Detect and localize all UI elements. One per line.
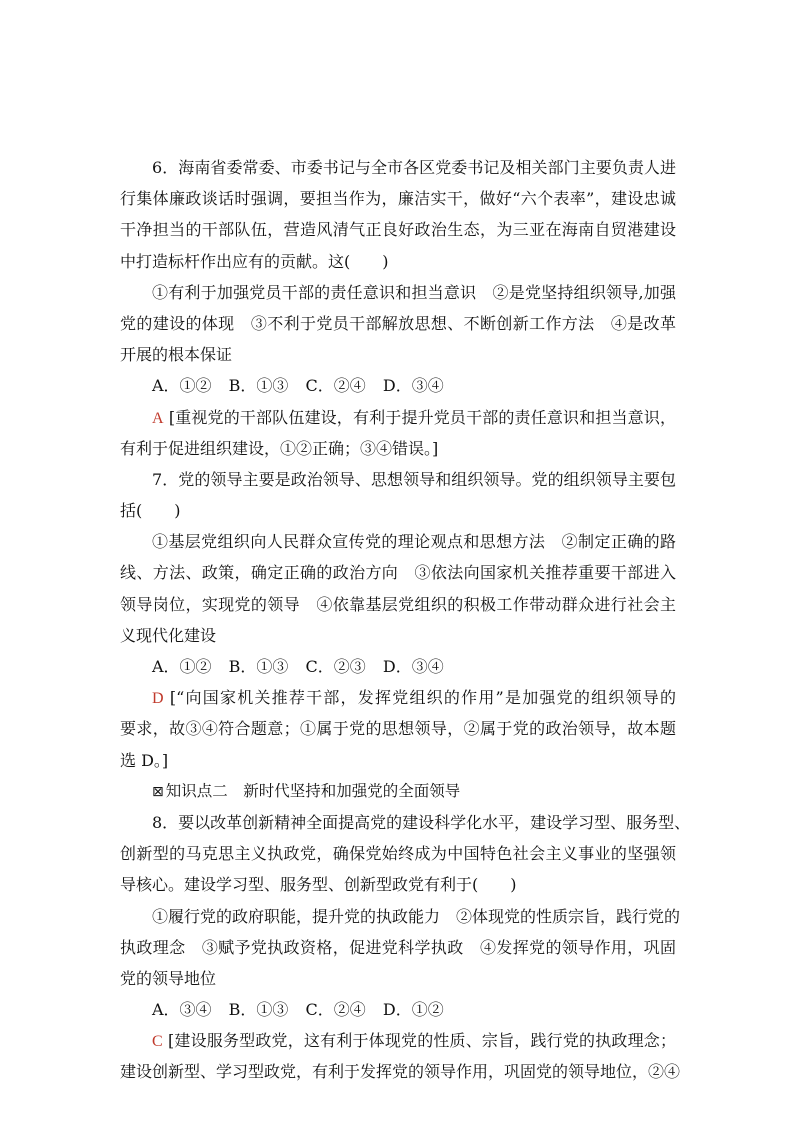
question-stem-line: 创新型的马克思主义执政党，确保党始终成为中国特色社会主义事业的坚强领	[120, 844, 676, 864]
explanation-text: [“向国家机关推荐干部，发挥党组织的作用”是加强党的组织领导的	[169, 688, 676, 708]
option-c: C．②③	[305, 657, 366, 676]
statement-line: 开展的根本保证	[120, 345, 233, 365]
explanation-line: 要求，故③④符合题意；①属于党的思想领导，②属于党的政治领导，故本题	[120, 719, 676, 739]
document-content	[120, 152, 691, 1088]
explanation-line	[120, 682, 676, 713]
option-c: C．②④	[305, 376, 366, 396]
explanation-text: [重视党的干部队伍建设，有利于提升党员干部的责任意识和担当意识，	[168, 407, 676, 427]
option-a: A．①②	[152, 376, 212, 396]
statement-line: 线、方法、政策，确定正确的政治方向 ③依法向国家机关推荐重要干部进入	[120, 563, 676, 583]
explanation-line: 选 D。]	[120, 750, 169, 770]
answer-options	[120, 370, 676, 401]
statement-line: ①基层党组织向人民群众宣传党的理论观点和思想方法 ②制定正确的路	[152, 532, 676, 552]
option-a: A．①②	[152, 657, 212, 676]
answer-letter: C	[152, 1033, 163, 1051]
question-stem-line: 干净担当的干部队伍，营造风清气正良好政治生态，为三亚在海南自贸港建设	[120, 220, 676, 240]
section-heading	[120, 776, 676, 807]
question-stem-line: 导核心。建设学习型、服务型、创新型政党有利于( )	[120, 875, 517, 895]
statement-line: ①履行党的政府职能，提升党的执政能力 ②体现党的性质宗旨，践行党的	[152, 906, 681, 926]
question-stem-line: 7．党的领导主要是政治领导、思想领导和组织领导。党的组织领导主要包	[152, 469, 676, 489]
option-d: D．③④	[382, 657, 444, 676]
explanation-text: [建设服务型政党，这有利于体现党的性质、宗旨，践行党的执政理念；	[167, 1031, 676, 1051]
option-b: B．①③	[228, 1000, 289, 1020]
explanation-line: 建设创新型、学习型政党，有利于发挥党的领导作用，巩固党的领导地位，②④	[120, 1062, 681, 1082]
answer-letter: D	[152, 690, 164, 708]
option-b: B．①③	[228, 657, 289, 676]
section-title: 知识点二 新时代坚持和加强党的全面领导	[165, 781, 461, 800]
option-c: C．②④	[305, 1000, 366, 1020]
statement-line: 执政理念 ③赋予党执政资格，促进党科学执政 ④发挥党的领导作用，巩固	[120, 937, 676, 957]
question-8	[120, 807, 691, 1088]
question-stem-line: 6．海南省委常委、市委书记与全市各区党委书记及相关部门主要负责人进	[152, 158, 676, 177]
option-d: D．①②	[382, 1000, 444, 1020]
statement-line: 领导岗位，实现党的领导 ④依靠基层党组织的积极工作带动群众进行社会主	[120, 594, 676, 614]
question-7	[120, 464, 676, 776]
answer-letter: A	[152, 409, 164, 427]
question-stem-line: 中打造标杆作出应有的贡献。这( )	[120, 251, 389, 271]
option-b: B．①③	[228, 376, 289, 396]
question-stem-line: 括( )	[120, 501, 181, 521]
option-a: A．③④	[152, 1000, 212, 1020]
question-6	[120, 152, 676, 464]
explanation-line: 有利于促进组织建设，①②正确；③④错误。]	[120, 438, 439, 458]
statement-line: ①有利于加强党员干部的责任意识和担当意识 ②是党坚持组织领导,加强	[152, 282, 676, 302]
answer-options	[120, 994, 676, 1025]
statement-line: 义现代化建设	[120, 625, 217, 645]
question-stem-line: 8．要以改革创新精神全面提高党的建设科学化水平，建设学习型、服务型、	[152, 812, 691, 832]
option-d: D．③④	[382, 376, 444, 396]
explanation-line	[120, 1025, 676, 1056]
explanation-line	[120, 402, 676, 433]
section-marker-icon: ⊠	[152, 783, 164, 800]
statement-line: 党的建设的体现 ③不利于党员干部解放思想、不断创新工作方法 ④是改革	[120, 313, 676, 333]
question-stem-line: 行集体廉政谈话时强调，要担当作为，廉洁实干，做好“六个表率”，建设忠诚	[120, 189, 676, 209]
statement-line: 党的领导地位	[120, 968, 217, 988]
answer-options	[120, 651, 676, 682]
